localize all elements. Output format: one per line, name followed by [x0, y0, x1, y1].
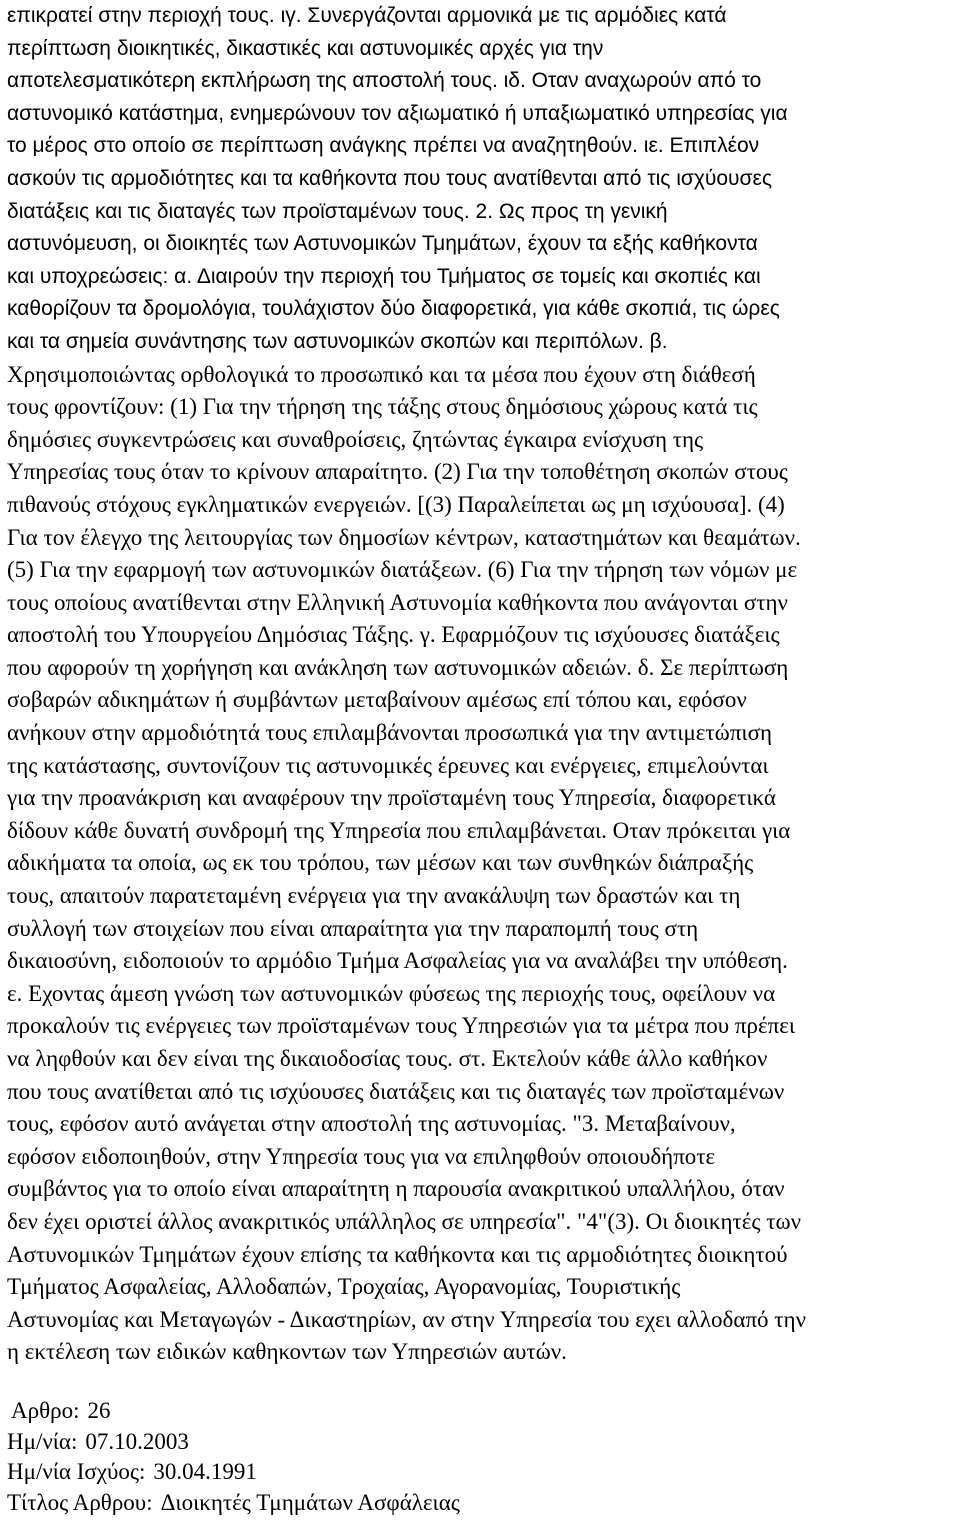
body-text-line: αστυνομικό κατάστημα, ενημερώνουν τον αξιωματικό ή υπαξιωματικό υπηρεσίας για: [7, 101, 788, 125]
effective-date-row: [7, 1457, 953, 1488]
body-text-line: δημόσιες συγκεντρώσεις και συναθροίσεις, ζητώντας έγκαιρα ενίσχυση της: [7, 426, 704, 452]
article-number-row: [7, 1396, 953, 1427]
body-text-line: εφόσον ειδοποιηθούν, στην Υπηρεσία τους για να επιληφθούν οποιουδήποτε: [7, 1143, 716, 1169]
body-text-line: Χρησιμοποιώντας ορθολογικά το προσωπικό και τα μέσα που έχουν στη διάθεσή: [7, 361, 756, 387]
body-text-line: που τους ανατίθεται από τις ισχύουσες διατάξεις και τις διαταγές των προϊσταμένων: [7, 1078, 785, 1104]
body-text-line: δικαιοσύνη, ειδοποιούν το αρμόδιο Τμήμα Ασφαλείας για να αναλάβει την υπόθεση.: [7, 948, 788, 974]
body-text-line: που αφορούν τη χορήγηση και ανάκληση των αστυνομικών αδειών. δ. Σε περίπτωση: [7, 654, 789, 680]
body-text-line: Τμήματος Ασφαλείας, Αλλοδαπών, Τροχαίας, Αγορανομίας, Τουριστικής: [7, 1274, 681, 1300]
body-text-line: προκαλούν τις ενέργειες των προϊσταμένων τους Υπηρεσιών για τα μέτρα που πρέπει: [7, 1013, 796, 1039]
body-text-line: ασκούν τις αρμοδιότητες και τα καθήκοντα που τους ανατίθενται από τις ισχύουσες: [7, 166, 772, 190]
body-text-line: τους, απαιτούν παρατεταμένη ενέργεια για την ανακάλυψη των δραστών και τη: [7, 883, 741, 909]
body-text-line: και υποχρεώσεις: α. Διαιρούν την περιοχή του Τμήματος σε τομείς και σκοπιές και: [7, 264, 761, 288]
body-text-line: διατάξεις και τις διαταγές των προϊσταμένων τους. 2. Ως προς τη γενική: [7, 199, 668, 223]
body-text-line: Για τον έλεγχο της λειτουργίας των δημοσίων κέντρων, καταστημάτων και θεαμάτων.: [7, 524, 801, 550]
body-text-line: ανήκουν στην αρμοδιότητά τους επιλαμβάνονται προσωπικά για την αντιμετώπιση: [7, 720, 773, 746]
body-text-line: δίδουν κάθε δυνατή συνδρομή της Υπηρεσία που επιλαμβάνεται. Οταν πρόκειται για: [7, 817, 791, 843]
body-text-line: ε. Εχοντας άμεση γνώση των αστυνομικών φύσεως της περιοχής τους, οφείλουν να: [7, 980, 776, 1006]
document-body: [7, 0, 953, 1369]
body-text-line: Αστυνομίας και Μεταγωγών - Δικαστηρίων, αν στην Υπηρεσία του εχει αλλοδαπό την: [7, 1306, 806, 1332]
body-text-line: η εκτέλεση των ειδικών καθηκοντων των Υπηρεσιών αυτών.: [7, 1339, 567, 1365]
body-text-line: τους φροντίζουν: (1) Για την τήρηση της τάξης στους δημόσιους χώρους κατά τις: [7, 394, 758, 420]
body-text-line: τους οποίους ανατίθενται στην Ελληνική Αστυνομία καθήκοντα που ανάγονται στην: [7, 589, 788, 615]
body-text-line: περίπτωση διοικητικές, δικαστικές και αστυνομικές αρχές για την: [7, 36, 604, 60]
body-text-line: για την προανάκριση και αναφέρουν την προϊσταμένη τους Υπηρεσία, διαφορετικά: [7, 785, 776, 811]
body-text-line: να ληφθούν και δεν είναι της δικαιοδοσίας τους. στ. Εκτελούν κάθε άλλο καθήκον: [7, 1046, 768, 1071]
body-text-line: συλλογή των στοιχείων που είναι απαραίτητα για την παραπομπή τους στη: [7, 915, 699, 941]
body-text-line: επικρατεί στην περιοχή τους. ιγ. Συνεργάζονται αρμονικά με τις αρμόδιες κατά: [7, 4, 727, 27]
article-title-label: Τίτλος Αρθρου:: [7, 1489, 153, 1515]
article-number-value: 26: [87, 1398, 111, 1423]
body-text-line: συμβάντος για το οποίο είναι απαραίτητη η παρουσία ανακριτικού υπαλλήλου, όταν: [7, 1176, 785, 1202]
article-title-value: Διοικητές Τμημάτων Ασφάλειας: [160, 1489, 460, 1515]
body-text-line: αποστολή του Υπουργείου Δημόσιας Τάξης. γ. Εφαρμόζουν τις ισχύουσες διατάξεις: [7, 622, 780, 648]
body-text-line: αστυνόμευση, οι διοικητές των Αστυνομικών Τμημάτων, έχουν τα εξής καθήκοντα: [7, 232, 758, 256]
body-text-line: αποτελεσματικότερη εκπλήρωση της αποστολή τους. ιδ. Οταν αναχωρούν από το: [7, 69, 762, 93]
body-text-line: της κατάστασης, συντονίζουν τις αστυνομικές έρευνες και ενέργειες, επιμελούνται: [7, 752, 769, 778]
effective-date-value: 30.04.1991: [153, 1459, 257, 1484]
body-text-line: το μέρος στο οποίο σε περίπτωση ανάγκης πρέπει να αναζητηθούν. ιε. Επιπλέον: [7, 134, 760, 158]
article-metadata: [7, 1396, 953, 1518]
date-value: 07.10.2003: [85, 1428, 189, 1454]
body-text-line: Αστυνομικών Τμημάτων έχουν επίσης τα καθήκοντα και τις αρμοδιότητες διοικητού: [7, 1241, 788, 1267]
date-row: [7, 1427, 953, 1458]
body-text-line: πιθανούς στόχους εγκληματικών ενεργειών. [(3) Παραλείπεται ως μη ισχύουσα]. (4): [7, 491, 785, 517]
body-text-line: σοβαρών αδικημάτων ή συμβάντων μεταβαίνουν αμέσως επί τόπου και, εφόσον: [7, 687, 747, 713]
body-text-line: καθορίζουν τα δρομολόγια, τουλάχιστον δύο διαφορετικά, για κάθε σκοπιά, τις ώρες: [7, 297, 780, 321]
body-text-line: Υπηρεσίας τους όταν το κρίνουν απαραίτητο. (2) Για την τοποθέτηση σκοπών στους: [7, 459, 788, 485]
effective-date-label: Ημ/νία Ισχύος:: [7, 1459, 146, 1484]
article-title-row: [7, 1488, 953, 1519]
body-text-line: αδικήματα τα οποία, ως εκ του τρόπου, των μέσων και των συνθηκών διάπραξής: [7, 850, 754, 876]
date-label: Ημ/νία:: [7, 1428, 78, 1454]
body-text-line: (5) Για την εφαρμογή των αστυνομικών διατάξεων. (6) Για την τήρηση των νόμων με: [7, 557, 798, 583]
article-number-label: Αρθρο:: [11, 1398, 80, 1423]
body-text-line: και τα σημεία συνάντησης των αστυνομικών σκοπών και περιπόλων. β.: [7, 329, 668, 353]
body-text-line: τους, εφόσον αυτό ανάγεται στην αποστολή της αστυνομίας. "3. Μεταβαίνουν,: [7, 1111, 736, 1137]
body-text-line: δεν έχει οριστεί άλλος ανακριτικός υπάλληλος σε υπηρεσία". "4"(3). Οι διοικητές των: [7, 1208, 802, 1234]
